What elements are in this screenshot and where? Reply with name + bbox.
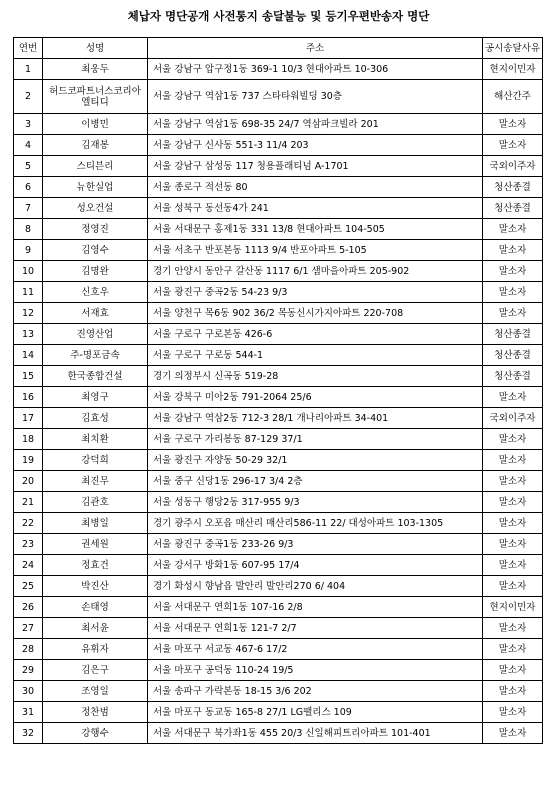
row-name: 강행수 <box>43 723 148 744</box>
row-name: 진영산업 <box>43 324 148 345</box>
table-row <box>14 59 543 80</box>
row-address: 서울 마포구 공덕동 110-24 19/5 <box>148 660 483 681</box>
row-name: 김영수 <box>43 240 148 261</box>
row-number: 25 <box>14 576 43 597</box>
row-address: 서울 광진구 자양동 50-29 32/1 <box>148 450 483 471</box>
row-number: 29 <box>14 660 43 681</box>
row-address: 경기 광주시 오포읍 매산리 매산리586-11 22/ 대성아파트 103-1305 <box>148 513 483 534</box>
row-number: 2 <box>14 80 43 114</box>
table-row <box>14 534 543 555</box>
row-reason: 말소자 <box>483 114 543 135</box>
row-reason: 말소자 <box>483 240 543 261</box>
table-row <box>14 723 543 744</box>
row-name: 김명완 <box>43 261 148 282</box>
table-row <box>14 681 543 702</box>
row-reason: 말소자 <box>483 576 543 597</box>
row-number: 13 <box>14 324 43 345</box>
row-name: 뉴한실업 <box>43 177 148 198</box>
row-name: 김재봉 <box>43 135 148 156</box>
row-reason: 말소자 <box>483 135 543 156</box>
table-header-row <box>14 38 543 59</box>
row-name: 박진산 <box>43 576 148 597</box>
row-name: 허드코파트너스코리아엘티디 <box>43 80 148 114</box>
row-number: 28 <box>14 639 43 660</box>
row-address: 서울 광진구 중곡2동 54-23 9/3 <box>148 282 483 303</box>
row-address: 서울 성동구 행당2동 317-955 9/3 <box>148 492 483 513</box>
table-row <box>14 219 543 240</box>
header-no: 연번 <box>14 38 43 59</box>
row-reason: 말소자 <box>483 492 543 513</box>
row-reason: 국외이주자 <box>483 408 543 429</box>
row-address: 서울 강북구 미아2동 791-2064 25/6 <box>148 387 483 408</box>
row-reason: 청산종결 <box>483 366 543 387</box>
row-number: 19 <box>14 450 43 471</box>
row-reason: 말소자 <box>483 429 543 450</box>
table-row <box>14 408 543 429</box>
row-number: 8 <box>14 219 43 240</box>
row-number: 11 <box>14 282 43 303</box>
row-name: 최진무 <box>43 471 148 492</box>
page-title: 체납자 명단공개 사전통지 송달불능 및 등기우편반송자 명단 <box>127 9 430 23</box>
table-row <box>14 429 543 450</box>
row-number: 14 <box>14 345 43 366</box>
row-address: 서울 마포구 동교동 165-8 27/1 LG팰리스 109 <box>148 702 483 723</box>
row-name: 손태영 <box>43 597 148 618</box>
row-reason: 말소자 <box>483 660 543 681</box>
row-number: 21 <box>14 492 43 513</box>
row-reason: 말소자 <box>483 450 543 471</box>
table-row <box>14 576 543 597</box>
row-number: 27 <box>14 618 43 639</box>
table-row <box>14 639 543 660</box>
row-reason: 말소자 <box>483 387 543 408</box>
row-number: 1 <box>14 59 43 80</box>
row-number: 10 <box>14 261 43 282</box>
header-address: 주소 <box>148 38 483 59</box>
row-name: 최웅두 <box>43 59 148 80</box>
table-row <box>14 555 543 576</box>
row-reason: 말소자 <box>483 303 543 324</box>
row-name: 신호우 <box>43 282 148 303</box>
row-name: 최치환 <box>43 429 148 450</box>
row-reason: 현지이민자 <box>483 59 543 80</box>
row-number: 9 <box>14 240 43 261</box>
row-reason: 말소자 <box>483 471 543 492</box>
row-name: 최병일 <box>43 513 148 534</box>
row-name: 스티븐리 <box>43 156 148 177</box>
row-address: 서울 서대문구 연희1동 121-7 2/7 <box>148 618 483 639</box>
row-name: 최영구 <box>43 387 148 408</box>
table-row <box>14 114 543 135</box>
row-number: 3 <box>14 114 43 135</box>
table-row <box>14 387 543 408</box>
table-row <box>14 618 543 639</box>
row-reason: 말소자 <box>483 282 543 303</box>
table-body <box>14 59 543 744</box>
table-row <box>14 702 543 723</box>
row-reason: 국외이주자 <box>483 156 543 177</box>
row-name: 한국종합건설 <box>43 366 148 387</box>
table-row <box>14 177 543 198</box>
row-address: 서울 송파구 가락본동 18-15 3/6 202 <box>148 681 483 702</box>
row-number: 31 <box>14 702 43 723</box>
row-address: 서울 중구 신당1동 296-17 3/4 2층 <box>148 471 483 492</box>
row-reason: 말소자 <box>483 639 543 660</box>
row-name: 이병민 <box>43 114 148 135</box>
row-address: 서울 광진구 중곡1동 233-26 9/3 <box>148 534 483 555</box>
row-reason: 해산간주 <box>483 80 543 114</box>
row-number: 4 <box>14 135 43 156</box>
row-reason: 말소자 <box>483 261 543 282</box>
row-reason: 청산종결 <box>483 324 543 345</box>
table-row <box>14 471 543 492</box>
row-reason: 말소자 <box>483 681 543 702</box>
row-address: 경기 화성시 향남읍 발안리 발안리270 6/ 404 <box>148 576 483 597</box>
row-reason: 말소자 <box>483 513 543 534</box>
row-name: 김효성 <box>43 408 148 429</box>
table-row <box>14 345 543 366</box>
row-address: 서울 서대문구 연희1동 107-16 2/8 <box>148 597 483 618</box>
row-name: 정찬범 <box>43 702 148 723</box>
row-number: 20 <box>14 471 43 492</box>
row-reason: 말소자 <box>483 723 543 744</box>
row-reason: 청산종결 <box>483 345 543 366</box>
row-address: 경기 의정부시 신곡동 519-28 <box>148 366 483 387</box>
row-address: 서울 강남구 역삼1동 698-35 24/7 역삼파크빌라 201 <box>148 114 483 135</box>
row-address: 서울 마포구 서교동 467-6 17/2 <box>148 639 483 660</box>
table-row <box>14 303 543 324</box>
row-address: 경기 안양시 동안구 갈산동 1117 6/1 샘마을아파트 205-902 <box>148 261 483 282</box>
row-name: 조영일 <box>43 681 148 702</box>
table-row <box>14 513 543 534</box>
table-row <box>14 450 543 471</box>
row-number: 26 <box>14 597 43 618</box>
row-name: 최서윤 <box>43 618 148 639</box>
row-name: 유휘자 <box>43 639 148 660</box>
row-number: 12 <box>14 303 43 324</box>
row-number: 18 <box>14 429 43 450</box>
delinquent-list-table <box>13 37 543 744</box>
row-number: 15 <box>14 366 43 387</box>
row-number: 6 <box>14 177 43 198</box>
row-name: 주-명포금속 <box>43 345 148 366</box>
row-name: 정효건 <box>43 555 148 576</box>
row-reason: 현지이민자 <box>483 597 543 618</box>
row-address: 서울 구로구 구로동 544-1 <box>148 345 483 366</box>
row-reason: 말소자 <box>483 219 543 240</box>
row-number: 5 <box>14 156 43 177</box>
row-number: 23 <box>14 534 43 555</box>
row-reason: 말소자 <box>483 618 543 639</box>
row-address: 서울 서초구 반포본동 1113 9/4 반포아파트 5-105 <box>148 240 483 261</box>
row-address: 서울 성북구 동선동4가 241 <box>148 198 483 219</box>
table-row <box>14 282 543 303</box>
table-row <box>14 492 543 513</box>
row-name: 서재효 <box>43 303 148 324</box>
row-address: 서울 강남구 압구정1동 369-1 10/3 현대아파트 10-306 <box>148 59 483 80</box>
header-reason: 공시송달사유 <box>483 38 543 59</box>
row-address: 서울 양천구 목6동 902 36/2 목동신시가지아파트 220-708 <box>148 303 483 324</box>
row-address: 서울 강남구 신사동 551-3 11/4 203 <box>148 135 483 156</box>
header-name: 성명 <box>43 38 148 59</box>
row-name: 권세원 <box>43 534 148 555</box>
row-number: 7 <box>14 198 43 219</box>
row-name: 성오건설 <box>43 198 148 219</box>
table-row <box>14 261 543 282</box>
table-row <box>14 80 543 114</box>
row-number: 30 <box>14 681 43 702</box>
row-number: 16 <box>14 387 43 408</box>
row-number: 22 <box>14 513 43 534</box>
row-address: 서울 구로구 가리봉동 87-129 37/1 <box>148 429 483 450</box>
row-name: 정영진 <box>43 219 148 240</box>
table-row <box>14 135 543 156</box>
row-address: 서울 강남구 삼성동 117 청용플래티넘 A-1701 <box>148 156 483 177</box>
row-reason: 청산종결 <box>483 198 543 219</box>
row-reason: 말소자 <box>483 534 543 555</box>
row-address: 서울 종로구 적선동 80 <box>148 177 483 198</box>
row-name: 김은구 <box>43 660 148 681</box>
row-reason: 말소자 <box>483 555 543 576</box>
row-address: 서울 서대문구 홍제1동 331 13/8 현대아파트 104-505 <box>148 219 483 240</box>
row-number: 17 <box>14 408 43 429</box>
row-number: 24 <box>14 555 43 576</box>
row-name: 강덕희 <box>43 450 148 471</box>
table-row <box>14 324 543 345</box>
row-reason: 말소자 <box>483 702 543 723</box>
row-address: 서울 서대문구 북가좌1동 455 20/3 신일해피트리아파트 101-401 <box>148 723 483 744</box>
table-row <box>14 198 543 219</box>
row-address: 서울 강서구 방화1동 607-95 17/4 <box>148 555 483 576</box>
table-row <box>14 240 543 261</box>
table-row <box>14 597 543 618</box>
row-address: 서울 강남구 역삼1동 737 스타타워빌딩 30층 <box>148 80 483 114</box>
table-row <box>14 660 543 681</box>
table-row <box>14 366 543 387</box>
row-reason: 청산종결 <box>483 177 543 198</box>
row-number: 32 <box>14 723 43 744</box>
row-address: 서울 구로구 구로본동 426-6 <box>148 324 483 345</box>
row-name: 김관호 <box>43 492 148 513</box>
table-row <box>14 156 543 177</box>
row-address: 서울 강남구 역삼2동 712-3 28/1 개나리아파트 34-401 <box>148 408 483 429</box>
